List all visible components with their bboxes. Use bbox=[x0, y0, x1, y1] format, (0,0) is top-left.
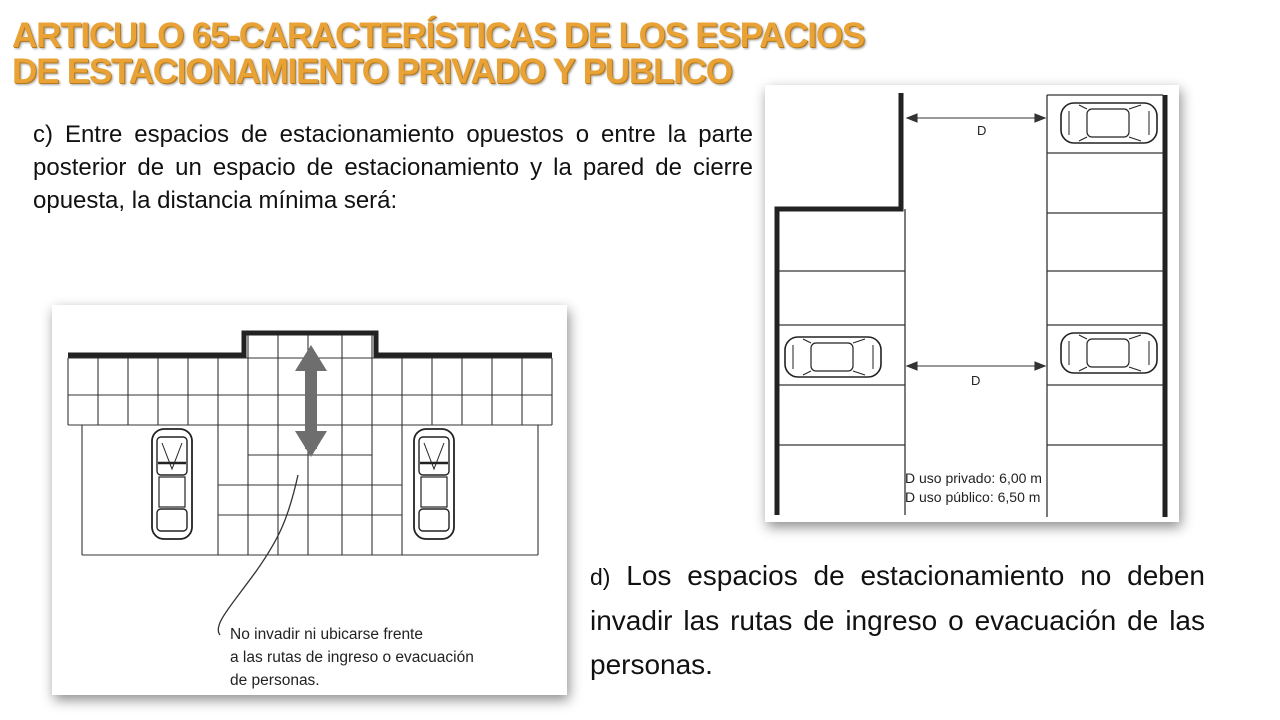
title-line-2: DE ESTACIONAMIENTO PRIVADO Y PUBLICO bbox=[12, 52, 732, 91]
opposite-parking-svg bbox=[765, 85, 1179, 522]
opposite-parking-diagram bbox=[765, 85, 1179, 522]
paragraph-d-marker: d) bbox=[590, 564, 611, 590]
dimension-label-bottom: D bbox=[971, 373, 981, 388]
dimension-label-top: D bbox=[977, 123, 987, 138]
paragraph-d-text: Los espacios de estacionamiento no deben invadir las rutas de ingreso o evacuación de las personas. bbox=[590, 560, 1205, 680]
car-icon bbox=[1061, 333, 1157, 373]
car-icon bbox=[414, 429, 454, 539]
car-icon bbox=[152, 429, 192, 539]
paragraph-d bbox=[590, 554, 1205, 687]
legend-public: D uso público: 6,50 m bbox=[905, 489, 1041, 505]
legend-private: D uso privado: 6,00 m bbox=[905, 470, 1042, 486]
car-icon bbox=[785, 337, 881, 377]
caption-line-3: de personas. bbox=[230, 672, 320, 689]
car-icon bbox=[1061, 103, 1157, 143]
double-arrow-icon bbox=[295, 345, 327, 457]
evacuation-route-diagram bbox=[52, 305, 567, 695]
evacuation-route-svg bbox=[52, 305, 567, 695]
paragraph-c: c) Entre espacios de estacionamiento opuestos o entre la parte posterior de un espacio de estacionamiento y la pared de cierre opuesta, la distancia mínima será: bbox=[33, 121, 753, 214]
caption-line-1: No invadir ni ubicarse frente bbox=[230, 626, 423, 643]
caption-line-2: a las rutas de ingreso o evacuación bbox=[230, 649, 474, 666]
slide-title bbox=[12, 18, 1112, 90]
title-line-1: ARTICULO 65-CARACTERÍSTICAS DE LOS ESPACIOS bbox=[12, 16, 864, 55]
